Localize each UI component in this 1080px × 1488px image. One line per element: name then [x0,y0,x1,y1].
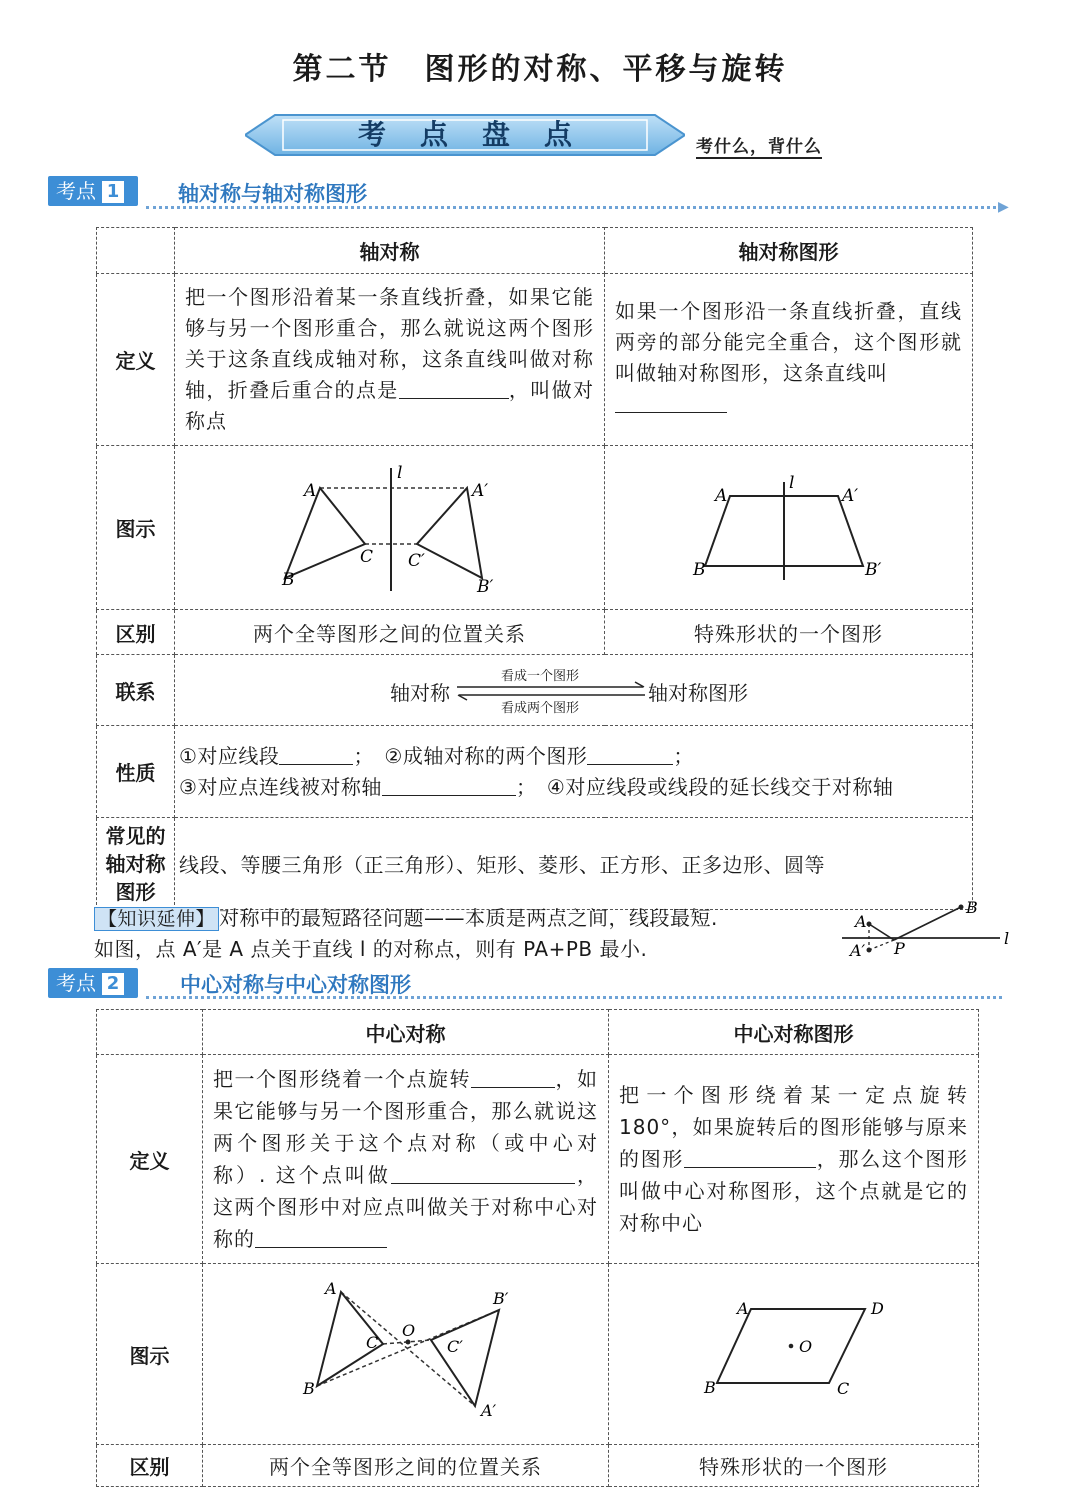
link-bottom-caption: 看成两个图形 [501,701,580,716]
table2-figure-left [203,1264,609,1445]
table2-header-central-figure: 中心对称图形 [609,1010,979,1055]
fig1-label-C: C [360,547,374,567]
section2-number: 2 [102,973,124,995]
fig2-label-A-prime: A′ [842,486,859,506]
fig2-label-B: B [693,560,706,580]
fig1-label-C-prime: C′ [408,551,425,571]
table2-corner [97,1010,203,1055]
section1-number: 1 [102,181,124,203]
ext-label-B: B [966,898,978,917]
table1-label-figure: 图示 [97,446,175,610]
fig4-label-C: C [837,1379,850,1398]
table1-definition-right [605,274,973,446]
table1-diff-left: 两个全等图形之间的位置关系 [175,610,605,655]
prop-1: ①对应线段 [179,743,280,768]
fig2-label-l: l [789,473,795,493]
table2-def-left-blank3[interactable] [255,1227,387,1248]
table1-diff-right: 特殊形状的一个图形 [605,610,973,655]
fig1-label-A: A [304,481,317,501]
table2-def-right-blank[interactable] [684,1147,816,1168]
table1-label-property: 性质 [97,726,175,818]
section1-divider [146,206,1002,209]
shortest-path-diagram [842,896,1017,964]
table2-def-left-3: ，这两个图形中对应点叫做关于对称中心对称的 [213,1163,598,1251]
table1-label-link: 联系 [97,655,175,726]
section2-title: 中心对称与中心对称图形 [180,973,411,997]
fig3-label-C: C [366,1333,379,1352]
table2-label-figure: 图示 [97,1264,203,1445]
fig2-label-A: A [715,486,728,506]
page-title: 第二节 图形的对称、平移与旋转 [292,52,788,87]
section2-tag-label: 考点 [56,971,96,995]
table2-diff-right: 特殊形状的一个图形 [609,1445,979,1487]
table2-def-left-1: 把一个图形绕着一个点旋转 [213,1067,471,1091]
fig3-label-O: O [402,1321,416,1340]
extension-line2: 如图，点 A′是 A 点关于直线 l 的对称点，则有 PA+PB 最小. [94,937,648,961]
fig4-label-O: O [799,1337,813,1356]
fig3-label-A-prime: A′ [481,1401,497,1420]
prop-2: ； ②成轴对称的两个图形 [353,743,588,768]
section1-title: 轴对称与轴对称图形 [178,182,367,206]
link-double-arrow [453,681,649,701]
link-left-term: 轴对称 [390,681,450,705]
prop-1-blank[interactable] [279,744,353,765]
table1-label-difference: 区别 [97,610,175,655]
table2-figure-right [609,1264,979,1445]
fig4-label-A: A [737,1299,749,1318]
table2-header-central-symmetry: 中心对称 [203,1010,609,1055]
table1-header-axis-figure: 轴对称图形 [605,228,973,274]
section1-tag-label: 考点 [56,179,96,203]
table1-figure-right [605,446,973,610]
banner-title: 考点盘点 [357,118,606,151]
prop-2-blank[interactable] [587,744,673,765]
table1-label-common: 常见的轴对称图形 [97,818,175,910]
extension-tag: 【知识延伸】 [94,907,219,931]
prop-4: ； ④对应线段或线段的延长线交于对称轴 [515,774,894,799]
axis-symmetry-table [96,227,973,910]
fig3-label-B: B [303,1379,315,1398]
fig2-label-B-prime: B′ [865,560,882,580]
central-symmetric-figure-diagram [609,1264,977,1439]
section1-divider-arrow: ▶ [998,199,1009,215]
table2-def-right-2: ，那么这个图形叫做中心对称图形，这个点就是它的对称中心 [619,1147,969,1235]
fig1-label-B: B [282,570,295,590]
ext-label-A-prime: A′ [850,941,866,960]
table2-label-difference: 区别 [97,1445,203,1487]
fig1-label-B-prime: B′ [477,577,494,597]
table1-definition-left [175,274,605,446]
table1-def-left-text: 把一个图形沿着某一条直线折叠，如果它能够与另一个图形重合，那么就说这两个图形关于这条直线成轴对称，这条直线叫做对称轴，折叠后重合的点是 [185,285,594,402]
table1-header-axis-symmetry: 轴对称 [175,228,605,274]
table2-def-left-blank1[interactable] [471,1067,555,1088]
prop-3: ③对应点连线被对称轴 [179,774,382,799]
fig1-label-l: l [397,463,403,483]
ext-label-l: l [1004,929,1010,948]
table1-label-definition: 定义 [97,274,175,446]
fig3-label-B-prime: B′ [493,1289,509,1308]
fig1-label-A-prime: A′ [472,481,489,501]
table2-diff-left: 两个全等图形之间的位置关系 [203,1445,609,1487]
table1-link-cell [175,655,973,726]
link-top-caption: 看成一个图形 [501,669,580,684]
axis-symmetry-diagram [175,446,603,604]
table1-def-right-text: 如果一个图形沿一条直线折叠，直线两旁的部分能完全重合，这个图形就叫做轴对称图形，这条直线叫 [615,298,962,385]
table2-def-left-blank2[interactable] [391,1163,575,1184]
extension-line1 [94,902,718,931]
table2-definition-right [609,1055,979,1264]
table1-corner [97,228,175,274]
link-right-term: 轴对称图形 [648,681,748,705]
prop-3-blank[interactable] [382,775,516,796]
table2-def-right-1: 把一个图形绕着某一定点旋转 180°，如果旋转后的图形能够与原来的图形 [619,1083,968,1171]
banner-subtitle: 考什么，背什么 [696,132,822,159]
table1-property-cell [175,726,973,818]
table1-def-left-blank[interactable] [399,378,509,399]
fig4-label-B: B [704,1378,716,1397]
central-symmetry-diagram [203,1264,607,1439]
fig3-label-C-prime: C′ [447,1337,463,1356]
fig3-label-A: A [325,1279,337,1298]
table2-definition-left [203,1055,609,1264]
table1-common-shapes: 线段、等腰三角形（正三角形）、矩形、菱形、正方形、正多边形、圆等 [175,818,973,910]
extension-text1: 对称中的最短路径问题——本质是两点之间，线段最短. [219,906,718,930]
section2-divider [146,996,1002,999]
section1-tag [48,176,138,206]
table2-def-left-2: ，如果它能够与另一个图形重合，那么就说这两个图形关于这个点对称（或中心对称）. 这个点叫做 [213,1067,598,1187]
central-symmetry-table [96,1009,979,1487]
ext-label-A: A [855,912,867,931]
fig4-label-D: D [871,1299,884,1318]
section2-tag [48,968,138,998]
axis-symmetric-figure-diagram [605,446,971,604]
prop-2-end: ； [673,743,694,768]
table1-def-left-text-end: ，叫做对称点 [185,378,595,433]
table2-label-definition: 定义 [97,1055,203,1264]
table1-def-right-blank[interactable] [615,392,727,413]
table1-figure-left [175,446,605,610]
ext-label-P: P [894,939,905,958]
